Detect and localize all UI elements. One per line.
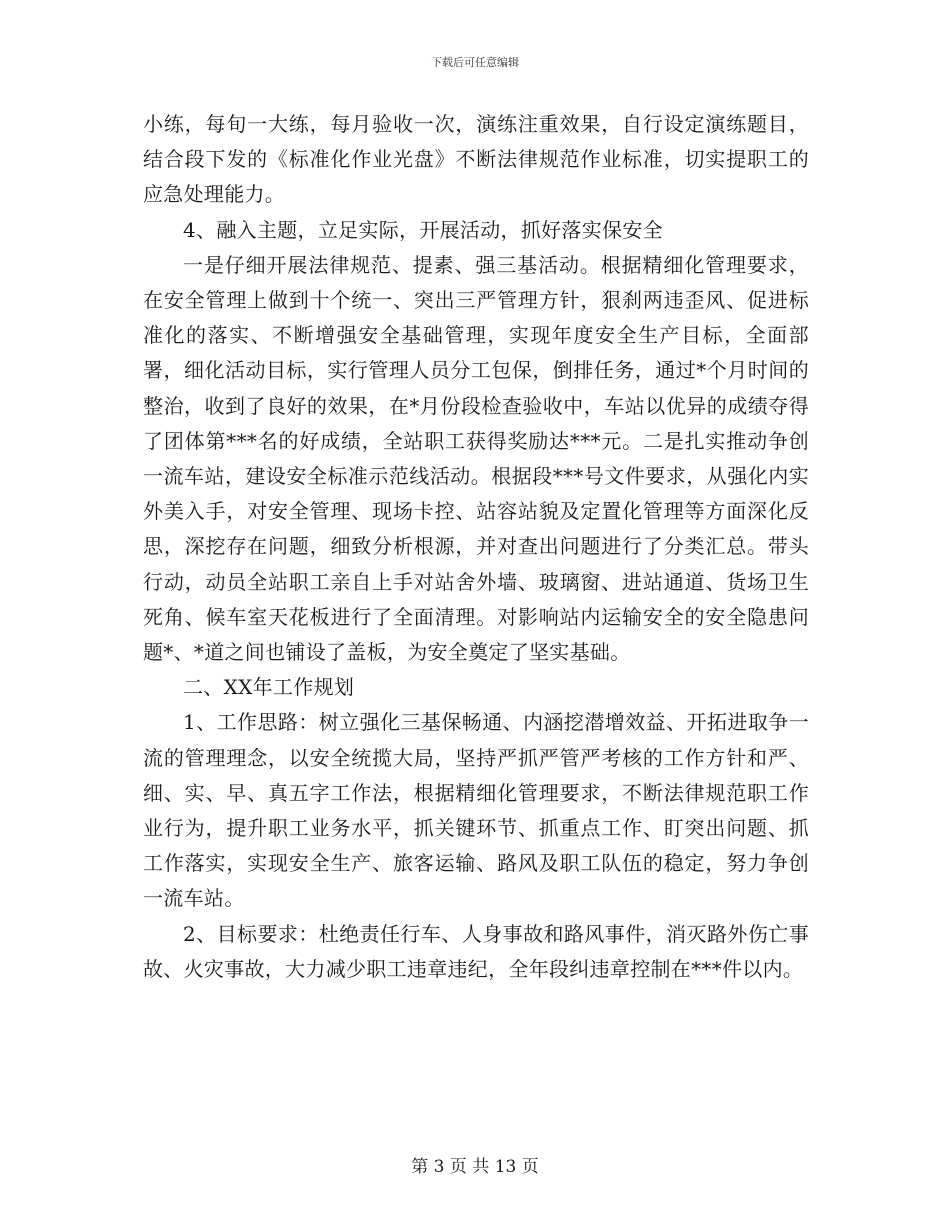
document-body [143,107,809,987]
section-heading: 二、XX年工作规划 [183,675,355,700]
paragraph-1: 小练，每旬一大练，每月验收一次，演练注重效果，自行设定演练题目，结合段下发的《标准化作业光盘》不断法律规范作业标准，切实提职工的应急处理能力。 [143,112,809,207]
paragraph-2: 4、融入主题，立足实际，开展活动，抓好落实保安全 [183,217,663,242]
paragraph-3: 一是仔细开展法律规范、提素、强三基活动。根据精细化管理要求，在安全管理上做到十个统一、突出三严管理方针，狠刹两违歪风、促进标准化的落实、不断增强安全基础管理，实现年度安全生产目标，全面部署，细化活动目标，实行管理人员分工包保，倒排任务，通过*个月时间的整治，收到了良好的效果，在*月份段检查验收中，车站以优异的成绩夺得了团体第***名的好成绩，全站职工获得奖励达***元。二是扎实推动争创一流车站，建设安全标准示范线活动。根据段***号文件要求，从强化内实外美入手，对安全管理、现场卡控、站容站貌及定置化管理等方面深化反思，深挖存在问题，细致分析根源，并对查出问题进行了分类汇总。带头行动，动员全站职工亲自上手对站舍外墙、玻璃窗、进站通道、货场卫生死角、候车室天花板进行了全面清理。对影响站内运输安全的安全隐患问题*、*道之间也铺设了盖板，为安全奠定了坚实基础。 [143,252,809,665]
paragraph-4: 1、工作思路：树立强化三基保畅通、内涵挖潜增效益、开拓进取争一流的管理理念，以安全统揽大局，坚持严抓严管严考核的工作方针和严、细、实、早、真五字工作法，根据精细化管理要求，不断法律规范职工作业行为，提升职工业务水平，抓关键环节、抓重点工作、盯突出问题、抓工作落实，实现安全生产、旅客运输、路风及职工队伍的稳定，努力争创一流车站。 [143,710,809,911]
paragraph-5: 2、目标要求：杜绝责任行车、人身事故和路风事件，消灭路外伤亡事故、火灾事故，大力减少职工违章违纪，全年段纠违章控制在***件以内。 [143,921,809,981]
page-header: 下载后可任意编辑 [431,56,519,69]
page-footer: 第 3 页 共 13 页 [411,1157,539,1177]
